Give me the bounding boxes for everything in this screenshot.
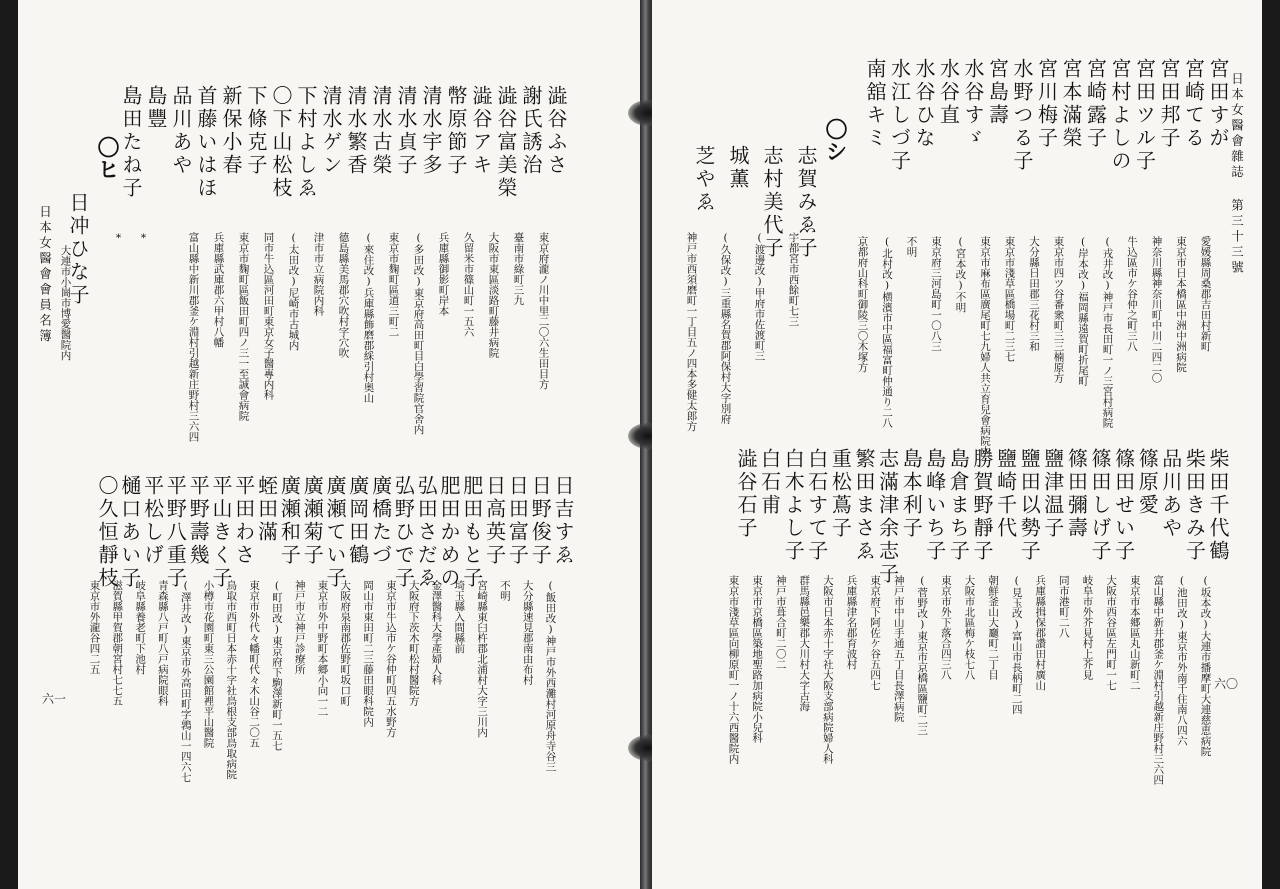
member-address: 東京市麻布區廣尾町七九婦人共立育兒會病院内 — [979, 236, 991, 457]
member-name: 重松蔦子 — [828, 448, 853, 540]
member-name: 廣岡田鶴 — [345, 475, 370, 567]
member-name: 幣原節子 — [444, 85, 468, 177]
member-name: 篠田彌壽 — [1064, 448, 1089, 540]
member-address: (菅野改)東京市京橋區鹽町二三 — [916, 575, 929, 736]
member-name: 平野八重子 — [163, 475, 188, 590]
member-address: 東京府下阿佐ケ谷五四七 — [869, 575, 882, 691]
member-name: 島倉まち子 — [946, 448, 971, 563]
member-name: 島田たね子 — [119, 85, 143, 200]
member-address: 東京市本郷區丸山新町二 — [1128, 575, 1141, 691]
member-name: 平田わさ — [231, 475, 256, 567]
member-address: (來住改)兵庫縣飾磨郡綵引村奥山 — [362, 232, 375, 403]
member-name: 勝賀野靜子 — [970, 448, 994, 563]
member-address: 同市牛込區河田町東京女子醫專内科 — [262, 232, 275, 400]
member-name: 芝やゑ — [692, 145, 716, 214]
member-name: 宮田すが — [1206, 58, 1230, 150]
member-address: 大阪市西谷區左門町一七 — [1105, 575, 1118, 691]
member-address: 青森縣八戸町八戸病院眼科 — [156, 580, 169, 706]
member-address: (宮本改)不明 — [954, 236, 967, 313]
member-address: 東京市淺草區向柳原町一ノ十六西醫院内 — [727, 575, 740, 764]
member-name: 白石すて子 — [804, 448, 829, 563]
member-name: 日高英子 — [482, 475, 507, 567]
member-name: 日吉すゑ — [551, 475, 575, 567]
member-address: 東京府瀧ノ川中里二〇六生田目方 — [537, 232, 550, 390]
member-name: 〇下山松枝 — [269, 85, 293, 200]
member-name: 平山きく子 — [209, 475, 233, 590]
member-name: 弘田さだゑ — [414, 475, 439, 590]
member-address: 東京市外瀧谷四二五 — [88, 580, 101, 675]
member-address: 小樽市花園町東三公園館裡平山醫院 — [202, 580, 215, 748]
member-address: 津市市立病院内科 — [312, 232, 325, 316]
member-address: 大阪市北區梅ケ枝七八 — [963, 575, 976, 680]
member-name: 弘野ひで子 — [391, 475, 416, 590]
member-name: 鹽田以勢子 — [1017, 448, 1042, 563]
member-name: 篠原愛 — [1135, 448, 1160, 517]
member-name: 日田富子 — [505, 475, 530, 567]
member-address: 大分縣速見郡南由布村 — [521, 580, 534, 685]
member-name: 水江しづ子 — [887, 58, 912, 173]
member-name: 水谷ひな — [912, 58, 936, 150]
member-address: 東京市外下落合四三八 — [939, 575, 952, 680]
member-address: 大阪府下茨木町松村醫院方 — [407, 580, 420, 706]
member-address: 臺南市綠町三九 — [512, 232, 525, 306]
member-address: (多田改)東京府高田町目白學習院官舍内 — [412, 232, 425, 435]
member-name: 蛭田滿 — [254, 475, 279, 544]
member-name: 宮村よしの — [1108, 58, 1132, 173]
member-name: 篠田せい子 — [1111, 448, 1136, 563]
page-number: 六〇 — [1214, 677, 1239, 691]
member-address: (町田改)東京府下駒澤新町一五七 — [270, 580, 283, 751]
member-name: 廣瀬和子 — [277, 475, 302, 567]
member-name: 繁田まさゑ — [852, 448, 876, 563]
member-address: 神戸市葺合町二〇二 — [774, 575, 787, 670]
member-name: 肥田かめの — [437, 475, 461, 590]
member-address: 不明 — [498, 580, 511, 601]
member-address: 兵庫縣揖保郡讚田村廣山 — [1034, 575, 1047, 691]
member-address: 東京市牛込市ケ谷仲町四五水野方 — [384, 580, 397, 738]
member-address: 京都府山科町御陵三〇木塚方 — [856, 236, 869, 373]
member-name: 宮本滿榮 — [1059, 58, 1083, 150]
member-address: (渡邊改)甲府市佐渡町三 — [753, 232, 766, 361]
member-name: 城薫 — [726, 145, 750, 191]
member-address: 埼玉縣入間縣前 — [453, 580, 466, 654]
member-name: 肥田もと子 — [459, 475, 484, 590]
member-name: 清水ゲン — [319, 85, 343, 177]
member-name: 廣瀬てい子 — [323, 475, 347, 590]
member-address: 岐阜市外芥見村上芥見 — [1081, 575, 1094, 680]
member-name: 澁谷ふさ — [544, 85, 568, 177]
section-header-hi: 〇ヒ — [94, 136, 120, 180]
running-header: 日本女醫會雜誌 第三十三號 — [1229, 72, 1245, 276]
member-address: 神戸市西須磨町一丁目五ノ四本多健太郎方 — [685, 232, 698, 432]
member-address: 兵庫縣津名郡育波村 — [845, 575, 858, 670]
member-address: 不明 — [905, 236, 918, 257]
member-address: 富山縣中新川郡釜ケ淵村引越新庄野村三六四 — [187, 232, 200, 442]
member-name: 首藤いはほ — [194, 85, 218, 200]
section-header-shi: 〇シ — [822, 118, 848, 162]
member-address: 東京市京橋區築地聖路加病院小兒科 — [751, 575, 764, 743]
member-name: 品川あや — [169, 85, 193, 177]
member-address: 金澤醫科大學產婦人科 — [430, 580, 443, 685]
member-name: 廣橋たづ — [368, 475, 393, 567]
member-name: 品川あや — [1158, 448, 1183, 540]
member-name: 澁谷アキ — [469, 85, 493, 177]
member-address: * — [137, 232, 150, 244]
member-name: 宮島壽 — [985, 58, 1010, 127]
member-name: 志賀みゑ子 — [794, 145, 818, 260]
member-name: 平野壽幾 — [186, 475, 211, 567]
member-address: 東京市外代々幡町代々木山谷二〇五 — [248, 580, 261, 748]
member-address: 東京市淺草區橋場町二三七 — [1003, 236, 1016, 362]
member-name: 清水繁香 — [344, 85, 368, 177]
member-address: 東京市四ツ谷番衆町三三楠原方 — [1052, 236, 1065, 383]
member-name: 島本利子 — [899, 448, 924, 540]
member-name: 日冲ひな子 — [66, 192, 90, 307]
member-name: 廣瀬菊子 — [300, 475, 325, 567]
member-name: 清水古榮 — [369, 85, 393, 177]
member-address: 宇都宮市西餘町七三 — [787, 232, 800, 327]
member-name: 柴田千代鶴 — [1206, 448, 1230, 563]
member-name: 島豐 — [144, 85, 168, 131]
member-name: 白木よし子 — [781, 448, 806, 563]
member-name: 下村よしゑ — [294, 85, 318, 200]
member-address: 大阪府泉南郡佐野町坂口町 — [339, 580, 352, 706]
member-address: (岸本改)福岡縣遠賀町折尾町 — [1077, 236, 1089, 386]
member-address: 大分縣日田郡三花村三和 — [1028, 236, 1040, 352]
member-address: 大阪市日本赤十字社大阪支部病院婦人科 — [821, 575, 834, 764]
member-address: 久留米市篠山町一五六 — [462, 232, 475, 337]
member-name: 志村美代子 — [760, 145, 784, 260]
member-address: 東京市麴町區道三町二 — [387, 232, 400, 337]
member-address: (太田改)尼崎市古城内 — [287, 232, 300, 351]
member-address: 德島縣美馬郡穴吹村字穴吹 — [337, 232, 350, 358]
page-number: 六一 — [42, 692, 67, 706]
member-name: 〇久恒靜枝 — [95, 475, 119, 590]
member-name: 清水宇多 — [419, 85, 443, 177]
member-name: 澁谷石子 — [734, 448, 758, 540]
member-name: 鹽崎千代 — [993, 448, 1018, 540]
member-address: 大阪市東區淡路町藤井病院 — [487, 232, 500, 358]
left-page — [18, 0, 643, 889]
member-name: 宮川梅子 — [1034, 58, 1059, 150]
member-address: (飯田改)神戸市外西灘村河原舟寺谷三 — [544, 580, 557, 772]
member-address: (北村改)横濱市中區福富町仲通り二八 — [881, 236, 893, 428]
member-address: * — [112, 232, 125, 244]
right-page — [652, 0, 1262, 889]
member-address: 同市港町二八 — [1057, 575, 1070, 638]
member-name: 島峰いち子 — [922, 448, 947, 563]
member-address: (久保改)三重縣名賀郡阿保村大字別府 — [719, 232, 732, 424]
member-address: (池田改)東京市外南千住南八四六 — [1175, 575, 1188, 746]
member-name: 樋口あい子 — [117, 475, 142, 590]
member-address: 宮崎縣東臼杵郡北浦村大字三川内 — [476, 580, 489, 738]
member-address: (戎井改)神戸市長田町一ノ三宮村病院 — [1101, 236, 1114, 428]
member-name: 水谷すゞ — [961, 58, 985, 150]
member-name: 清水貞子 — [394, 85, 418, 177]
member-address: (見玉改)富山市長柄町二四 — [1010, 575, 1023, 715]
member-name: 宮田邦子 — [1157, 58, 1181, 150]
member-name: 白石甫 — [757, 448, 782, 517]
member-address: 牛込區市ケ谷仲之町三八 — [1126, 236, 1138, 352]
member-name: 水谷直 — [936, 58, 961, 127]
member-name: 柴田きみ子 — [1182, 448, 1207, 563]
member-name: 下條克子 — [244, 85, 268, 177]
member-address: (澤井改)東京市外高田町字鶉山一四六七 — [179, 580, 192, 783]
member-name: 宮田ツル子 — [1132, 58, 1157, 173]
member-name: 新保小春 — [219, 85, 243, 177]
member-name: 水野つる子 — [1010, 58, 1034, 173]
member-address: 愛媛縣周桑郡吉田村新町 — [1199, 236, 1212, 352]
member-address: 神戸市中山手通五丁目長澤病院 — [892, 575, 905, 722]
member-name: 鹽津温子 — [1040, 448, 1065, 540]
member-name: 宮崎露子 — [1083, 58, 1108, 150]
member-address: 滋賀縣甲賀郡朝宮村七七五 — [111, 580, 124, 706]
member-name: 志滿津余志子 — [875, 448, 900, 586]
footer-title: 日本女醫會會員名簿 — [37, 205, 53, 345]
member-address: 神奈川縣神奈川町中川二四二〇 — [1150, 236, 1163, 383]
member-address: 富山縣中新井郡釜ケ淵村引越新庄野村三六四 — [1152, 575, 1165, 785]
member-name: 南舘キミ — [863, 58, 887, 150]
member-address: 岡山市東田町二三藤田眼科院内 — [362, 580, 375, 727]
member-address: 朝鮮釜山大廳町二丁目 — [987, 575, 1000, 680]
member-address: 東京市日本橋區中洲中洲病院 — [1175, 236, 1187, 373]
member-address: 大連市小崗市博愛醫院内 — [59, 245, 72, 361]
member-address: (坂本改)大連市播摩町大連慈恵病院 — [1199, 575, 1212, 757]
member-address: 東京府三河島町一〇八三 — [930, 236, 942, 352]
member-name: 宮崎てる — [1181, 58, 1206, 150]
member-address: 神戸市立神戸診療所 — [293, 580, 306, 675]
member-name: 平松しげ — [140, 475, 165, 567]
member-name: 謝氏誘治 — [519, 85, 543, 177]
member-address: 兵庫縣武庫郡六甲村八幡 — [212, 232, 225, 348]
member-address: 東京市麴町區飯田町四ノ三一至誠會病院 — [237, 232, 250, 421]
member-name: 日野俊子 — [528, 475, 553, 567]
member-address: 兵庫縣御影町岸本 — [437, 232, 450, 316]
member-address: 東京市外中野町本郷小向一二 — [316, 580, 329, 717]
member-address: 群馬縣邑樂郡大川村大字古海 — [798, 575, 811, 712]
member-address: 岐阜縣養老町下池村 — [134, 580, 147, 675]
member-name: 澁谷富美榮 — [494, 85, 518, 200]
member-name: 篠田しげ子 — [1088, 448, 1112, 563]
member-address: 鳥取市西町日本赤十字社鳥根支部鳥取病院 — [225, 580, 238, 780]
